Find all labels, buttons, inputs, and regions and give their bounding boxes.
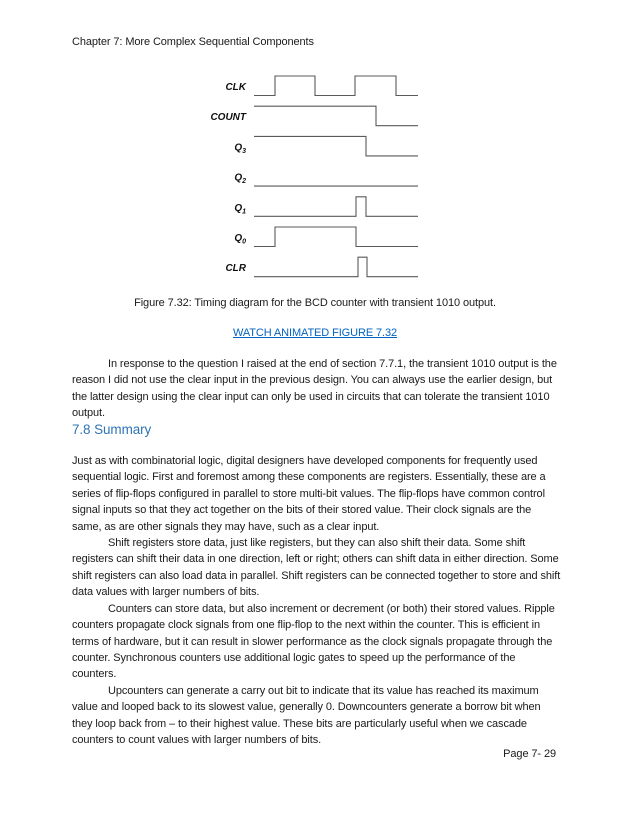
signal-label-q0: $Q_0$ [234, 233, 246, 246]
signal-label-q2: $Q_2$ [234, 172, 246, 186]
waveform-clr [254, 257, 418, 277]
signal-label-q1: $Q_1$ [234, 202, 246, 216]
body-content [72, 356, 561, 748]
signal-label-clk: CLK [225, 82, 246, 93]
signal-label-count: COUNT [210, 112, 246, 124]
paragraph-registers: Just as with combinatorial logic, digital designers have developed components for frequently used sequential logic. First and foremost among these components are registers. Essentially, these are a series of flip-flops configured in parallel to store multi-bit values. The flip-flops have common control signal inputs so that they act together on the bits of their stored value. Their clock signals are the same, as are other signals they may have, such as a clear input. [72, 455, 546, 533]
paragraph-counters: Counters can store data, but also increment or decrement (or both) their stored values. Ripple counters propagate clock signals from one flip-flop to the next within the counter. This is efficient in terms of hardware, but it can result in slower performance as the clock signals propagate through the counter. Synchronous counters use additional logic gates to speed up the performance of the counters. [72, 602, 555, 681]
section-heading: 7.8 Summary [72, 421, 152, 437]
signal-label-q3: $Q_3$ [234, 142, 246, 155]
waveform-q1 [254, 197, 418, 217]
signal-label-clr: CLR [225, 263, 246, 275]
figure-link[interactable]: WATCH ANIMATED FIGURE 7.32 [232, 327, 398, 339]
figure-caption: Figure 7.32: Timing diagram for the BCD counter with transient 1010 output. [134, 297, 496, 309]
waveform-clk [254, 76, 418, 96]
waveform-q0 [254, 227, 418, 247]
page-number: Page 7- 29 [503, 748, 556, 760]
waveform-q3 [254, 136, 418, 156]
paragraph-upcounters: Upcounters can generate a carry out bit to indicate that its value has reached its maximum value and looped back to its slowest value, generally 0. Downcounters generate a borrow bit when they loop back from – to their highest value. These bits are particularly useful when we cascade counters to count values with larger numbers of bits. [72, 684, 541, 746]
chapter-header: Chapter 7: More Complex Sequential Components [72, 36, 314, 48]
paragraph-shift-registers: Shift registers store data, just like registers, but they can also shift their data. Some shift registers can shift their data in one direction, left or right; others can shift data in either direction. Some shift registers can also load data in parallel. Shift registers can be connected together to store and shift data values with larger numbers of bits. [72, 537, 561, 599]
paragraph-transient-output: In response to the question I raised at the end of section 7.7.1, the transient 1010 output is the reason I did not use the clear input in the previous design. You can always use the earlier design, but the latter design using the clear input can only be used in circuits that can tolerate the transient 1010 output. [72, 358, 557, 420]
figure-link-row [0, 323, 630, 341]
timing-diagram [0, 0, 630, 300]
waveform-count [254, 106, 418, 126]
